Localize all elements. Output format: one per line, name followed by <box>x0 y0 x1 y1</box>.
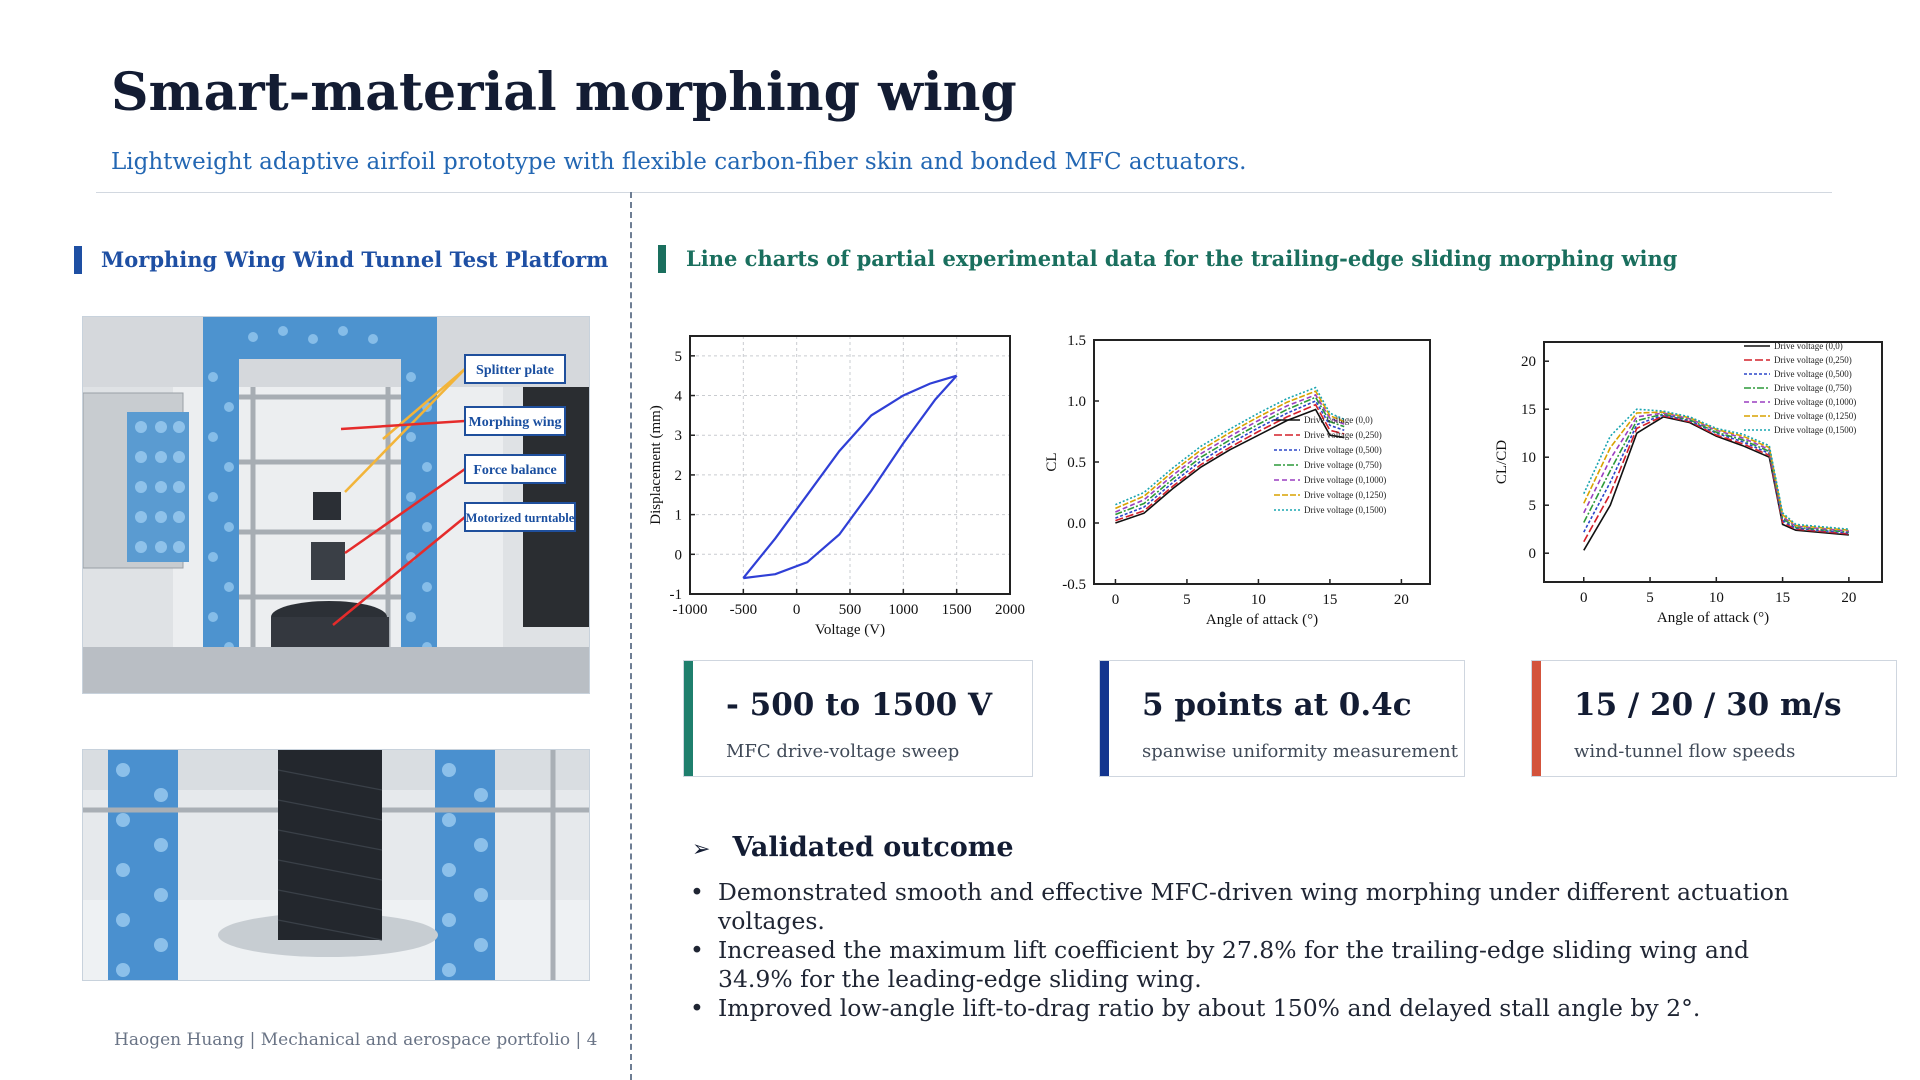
stat-label: MFC drive-voltage sweep <box>726 741 960 762</box>
legend-label: Drive voltage (0,0) <box>1774 341 1843 351</box>
legend-label: Drive voltage (0,750) <box>1304 460 1382 470</box>
page-subtitle: Lightweight adaptive airfoil prototype with flexible carbon-fiber skin and bonded MFC actuators. <box>111 149 1247 175</box>
x-tick-label: 500 <box>838 602 862 618</box>
y-tick-label: 1 <box>674 507 682 524</box>
x-tick-label: 5 <box>1183 592 1191 608</box>
y-axis-label: Displacement (mm) <box>648 405 664 525</box>
x-axis-label: Angle of attack (°) <box>1205 612 1319 628</box>
stat-card-voltage-sweep <box>683 660 1033 777</box>
x-tick-label: 5 <box>1646 590 1654 606</box>
callout-morphing-wing: Morphing wing <box>468 415 562 430</box>
list-item: • Demonstrated smooth and effective MFC-driven wing morphing under different actuation voltages. <box>690 878 1800 936</box>
y-tick-label: 3 <box>674 428 682 445</box>
y-tick-label: 0.0 <box>1067 516 1086 532</box>
x-tick-label: -500 <box>729 602 758 618</box>
callout-force-balance: Force balance <box>473 463 557 478</box>
x-tick-label: 1000 <box>888 602 919 618</box>
y-tick-label: 5 <box>674 348 682 365</box>
y-tick-label: 1.5 <box>1067 333 1086 349</box>
y-tick-label: -0.5 <box>1062 577 1086 593</box>
legend-label: Drive voltage (0,1500) <box>1774 425 1857 435</box>
x-tick-label: 2000 <box>995 602 1025 618</box>
outcome-bullet-list <box>690 878 1800 1023</box>
stat-accent-bar <box>684 661 693 776</box>
column-divider <box>630 192 632 1080</box>
wind-tunnel-platform-illustration <box>83 317 589 693</box>
stat-value: - 500 to 1500 V <box>726 687 993 723</box>
right-section-heading: Line charts of partial experimental data for the trailing-edge sliding morphing wing <box>686 246 1678 271</box>
callout-motorized-turntable: Motorized turntable <box>465 511 575 525</box>
y-axis-label: CL <box>1044 452 1060 472</box>
header-divider <box>96 192 1832 193</box>
right-heading-bar <box>658 245 666 273</box>
y-tick-label: 1.0 <box>1067 394 1086 410</box>
page-title: Smart-material morphing wing <box>111 62 1017 123</box>
carbon-fiber-wing-illustration <box>83 750 589 980</box>
legend-label: Drive voltage (0,1250) <box>1774 411 1857 421</box>
stat-value: 15 / 20 / 30 m/s <box>1574 687 1842 723</box>
legend-label: Drive voltage (0,0) <box>1304 415 1373 425</box>
carbon-fiber-wing-photo <box>82 749 590 981</box>
y-tick-label: 0 <box>1528 546 1536 563</box>
y-tick-label: 0 <box>674 547 682 564</box>
stat-card-spanwise-points <box>1099 660 1465 777</box>
legend-label: Drive voltage (0,500) <box>1304 445 1382 455</box>
callout-splitter-plate: Splitter plate <box>476 363 554 378</box>
wind-tunnel-platform-photo <box>82 316 590 694</box>
x-tick-label: 15 <box>1775 590 1791 606</box>
y-tick-label: 0.5 <box>1067 455 1086 471</box>
stat-accent-bar <box>1532 661 1541 776</box>
legend-label: Drive voltage (0,1000) <box>1304 475 1387 485</box>
x-tick-label: 10 <box>1250 592 1266 608</box>
y-tick-label: 20 <box>1521 354 1536 371</box>
x-tick-label: 0 <box>1580 590 1588 606</box>
stat-value: 5 points at 0.4c <box>1142 687 1412 723</box>
y-tick-label: -1 <box>669 587 682 603</box>
y-tick-label: 4 <box>674 388 682 405</box>
y-axis-label: CL/CD <box>1494 439 1510 485</box>
legend-label: Drive voltage (0,1500) <box>1304 505 1387 515</box>
list-item: • Increased the maximum lift coefficient by 27.8% for the trailing-edge sliding wing and 34.9% for the leading-edge sliding wing. <box>690 936 1800 994</box>
stat-label: spanwise uniformity measurement <box>1142 741 1458 762</box>
legend-label: Drive voltage (0,250) <box>1304 430 1382 440</box>
x-axis-label: Voltage (V) <box>814 622 886 638</box>
outcome-heading <box>692 832 1014 863</box>
legend-label: Drive voltage (0,500) <box>1774 369 1852 379</box>
x-tick-label: 0 <box>792 602 801 618</box>
x-tick-label: 15 <box>1322 592 1338 608</box>
y-tick-label: 5 <box>1528 498 1536 515</box>
x-tick-label: 1500 <box>941 602 972 618</box>
x-tick-label: 10 <box>1708 590 1724 606</box>
stat-accent-bar <box>1100 661 1109 776</box>
left-section-heading: Morphing Wing Wind Tunnel Test Platform <box>101 247 609 272</box>
y-tick-label: 2 <box>674 467 682 484</box>
chart-lift-coefficient <box>1040 322 1460 640</box>
list-item: • Improved low-angle lift-to-drag ratio by about 150% and delayed stall angle by 2°. <box>690 994 1800 1023</box>
legend-label: Drive voltage (0,1000) <box>1774 397 1857 407</box>
page-footer: Haogen Huang | Mechanical and aerospace portfolio | 4 <box>114 1030 598 1050</box>
legend-label: Drive voltage (0,250) <box>1774 355 1852 365</box>
stat-card-flow-speeds <box>1531 660 1897 777</box>
outcome-heading-text: Validated outcome <box>732 832 1014 863</box>
y-tick-label: 10 <box>1521 450 1536 467</box>
x-tick-label: -1000 <box>672 602 708 618</box>
x-axis-label: Angle of attack (°) <box>1656 610 1770 626</box>
chart-displacement-voltage <box>650 322 1030 640</box>
legend-label: Drive voltage (0,1250) <box>1304 490 1387 500</box>
x-tick-label: 20 <box>1393 592 1409 608</box>
arrow-bullet-icon: ➢ <box>692 837 711 862</box>
stat-label: wind-tunnel flow speeds <box>1574 741 1796 762</box>
left-heading-bar <box>74 246 82 274</box>
legend-label: Drive voltage (0,750) <box>1774 383 1852 393</box>
x-tick-label: 0 <box>1111 592 1120 608</box>
y-tick-label: 15 <box>1521 402 1536 419</box>
chart-lift-drag-ratio <box>1480 322 1900 640</box>
x-tick-label: 20 <box>1841 590 1857 606</box>
